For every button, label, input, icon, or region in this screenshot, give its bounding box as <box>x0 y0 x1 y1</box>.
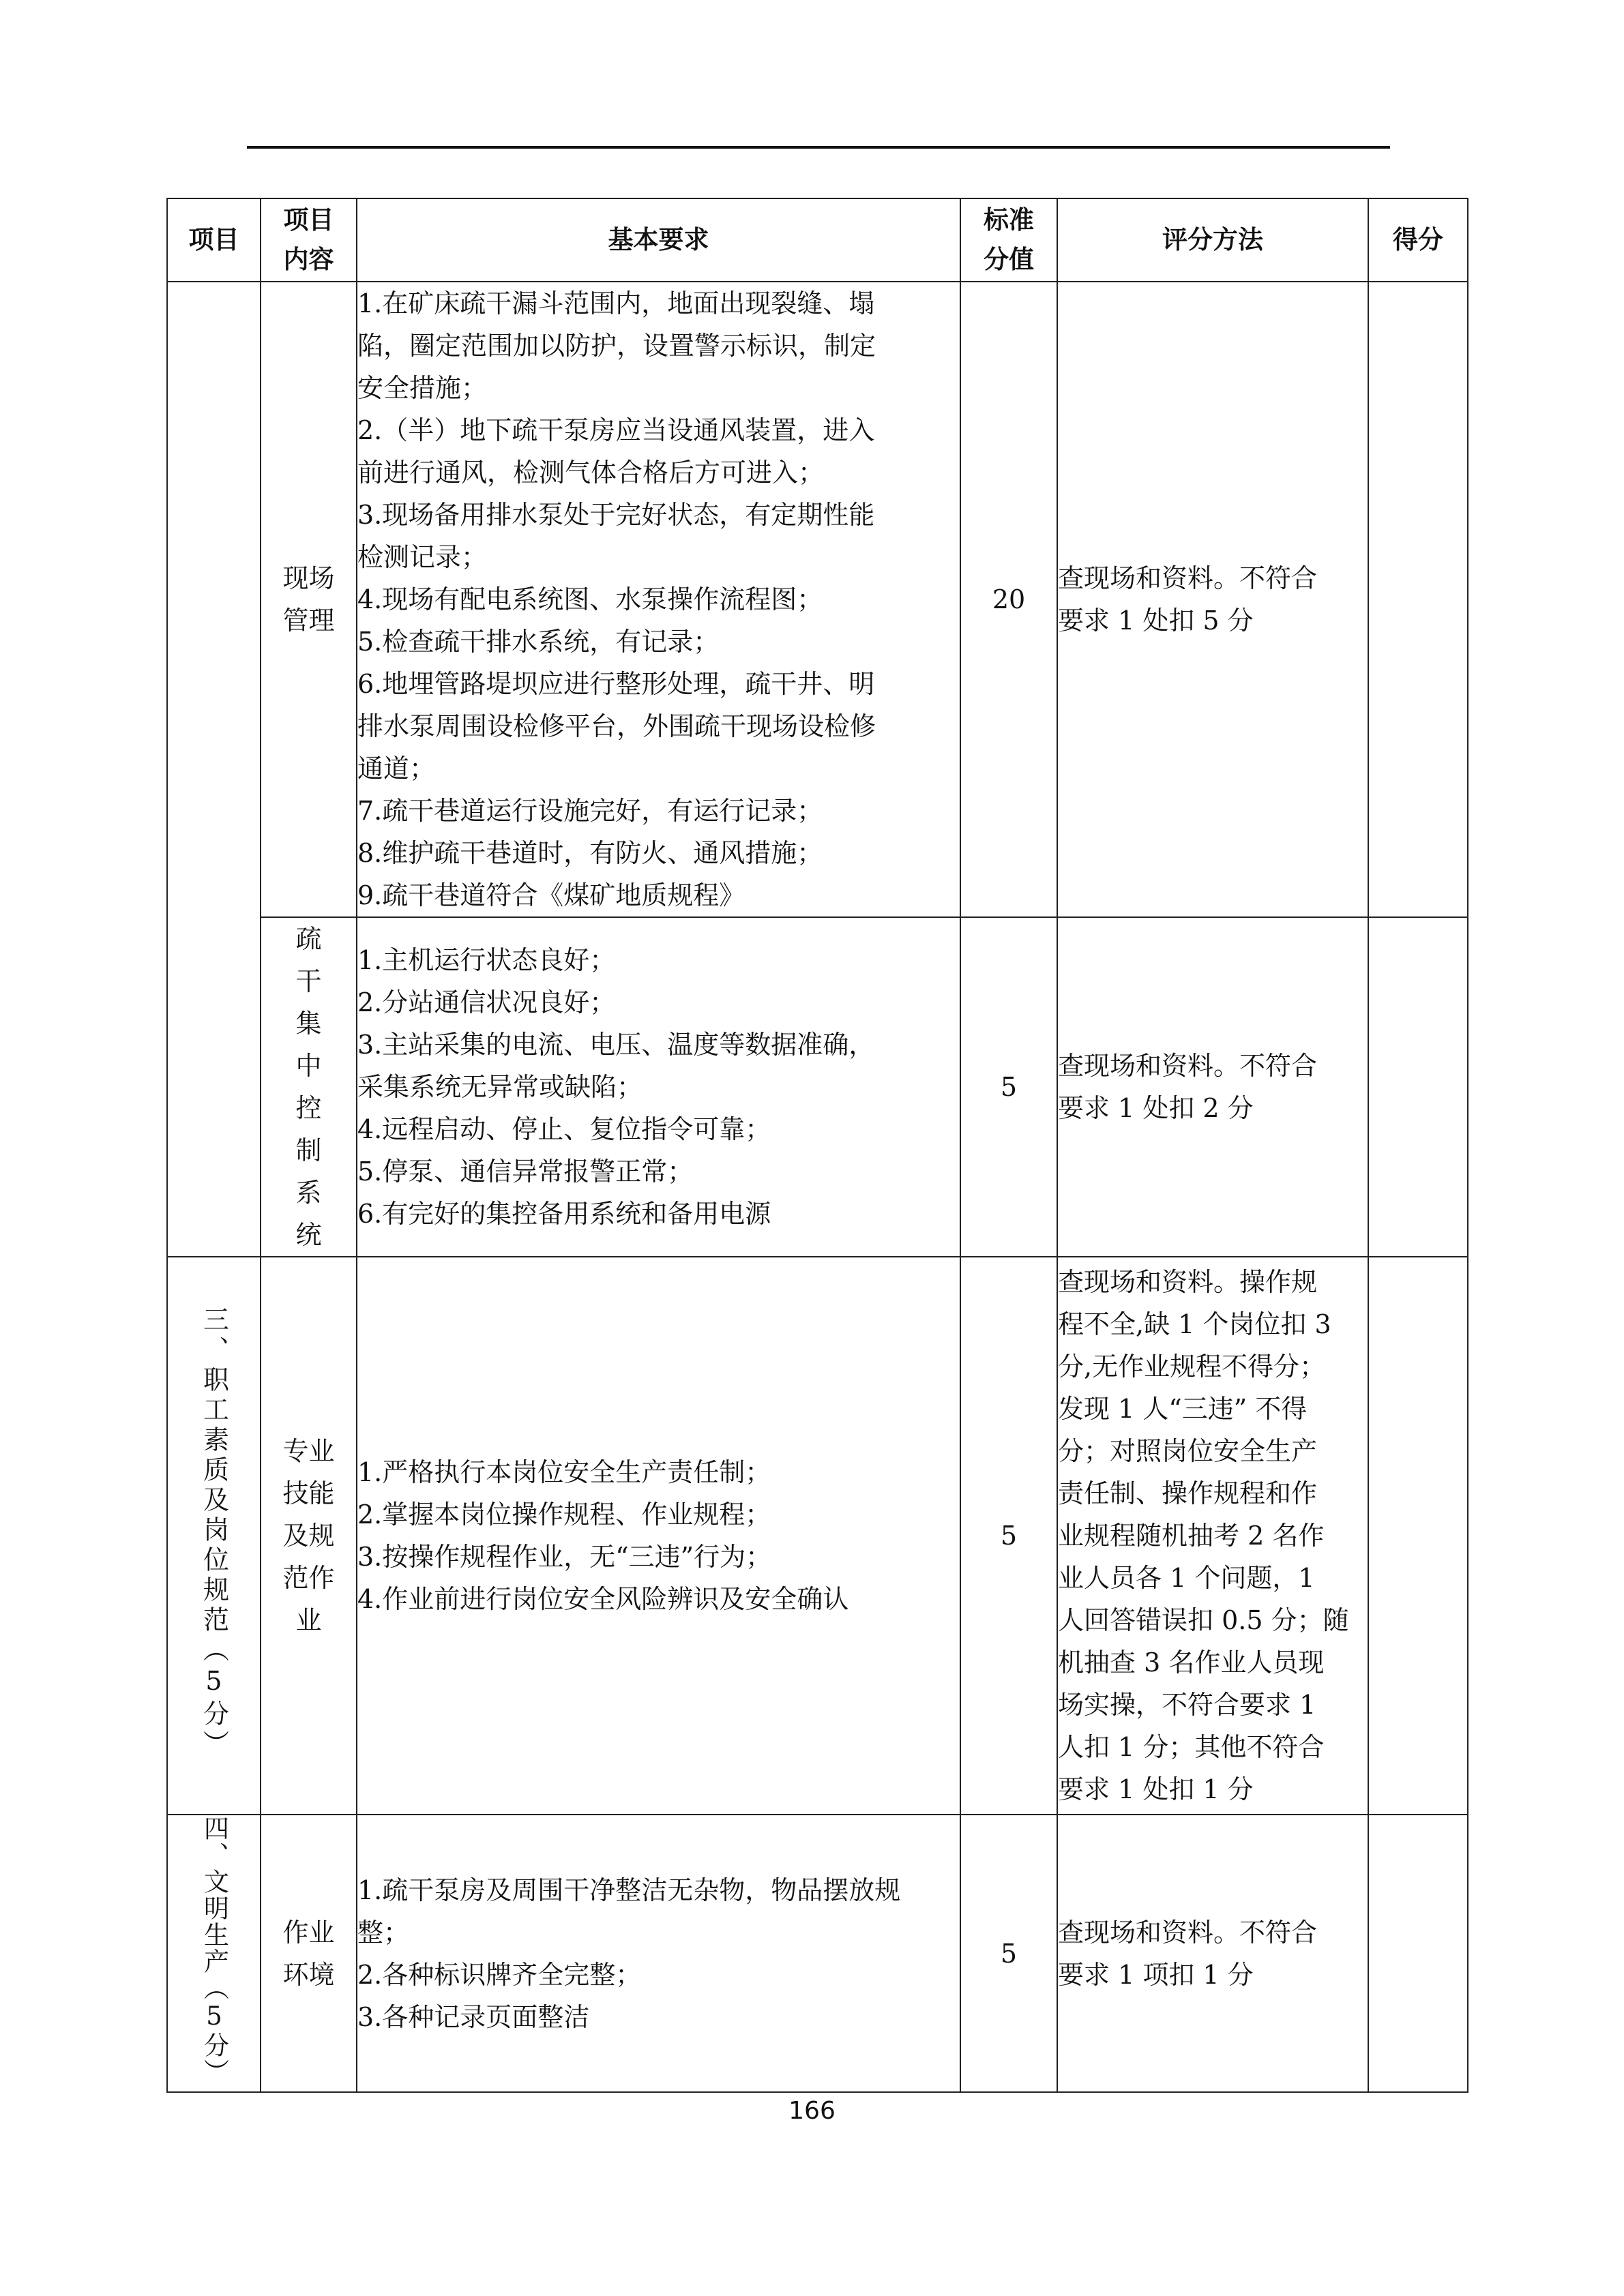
table-row <box>167 1815 1468 2092</box>
requirements-cell: 1.在矿床疏干漏斗范围内，地面出现裂缝、塌 陷，圈定范围加以防护，设置警示标识，制定 安全措施； 2.（半）地下疏干泵房应当设通风装置，进入 前进行通风，检测气体合格后方可进入； 3.现场备用排水泵处于完好状态，有定期性能 检测记录； 4.现场有配电系统图、水泵操作流程图； 5.检查疏干排水系统，有记录； 6.地埋管路堤坝应进行整形处理，疏干井、明 排水泵周围设检修平台，外围疏干现场设检修 通道； 7.疏干巷道运行设施完好，有运行记录； 8.维护疏干巷道时，有防火、通风措施； 9.疏干巷道符合《煤矿地质规程》 <box>357 282 960 917</box>
table-row <box>167 917 1468 1257</box>
header-requirements: 基本要求 <box>357 198 960 282</box>
item-cell-continued <box>167 282 261 1257</box>
requirements-cell: 1.疏干泵房及周围干净整洁无杂物，物品摆放规 整； 2.各种标识牌齐全完整； 3.各种记录页面整洁 <box>357 1815 960 2092</box>
score-cell[interactable] <box>1368 917 1468 1257</box>
requirements-cell: 1.严格执行本岗位安全生产责任制； 2.掌握本岗位操作规程、作业规程； 3.按操作规程作业，无“三违”行为； 4.作业前进行岗位安全风险辨识及安全确认 <box>357 1257 960 1815</box>
content-cell: 作业环境 <box>261 1815 357 2092</box>
standard-score-cell: 5 <box>960 917 1057 1257</box>
method-cell: 查现场和资料。不符合 要求 1 项扣 1 分 <box>1057 1815 1368 2092</box>
content-cell: 疏干集中控制系统 <box>261 917 357 1257</box>
method-cell: 查现场和资料。不符合 要求 1 处扣 2 分 <box>1057 917 1368 1257</box>
score-cell[interactable] <box>1368 1257 1468 1815</box>
content-cell: 专业技能及规范作业 <box>261 1257 357 1815</box>
content-cell: 现场管理 <box>261 282 357 917</box>
header-method: 评分方法 <box>1057 198 1368 282</box>
table-row <box>167 282 1468 917</box>
method-cell: 查现场和资料。不符合 要求 1 处扣 5 分 <box>1057 282 1368 917</box>
item-cell: 三、职工素质及岗位规范（5分） <box>167 1257 261 1815</box>
requirements-cell: 1.主机运行状态良好； 2.分站通信状况良好； 3.主站采集的电流、电压、温度等数据准确， 采集系统无异常或缺陷； 4.远程启动、停止、复位指令可靠； 5.停泵、通信异常报警正常； 6.有完好的集控备用系统和备用电源 <box>357 917 960 1257</box>
page-number: 166 <box>788 2097 836 2125</box>
score-cell[interactable] <box>1368 282 1468 917</box>
method-cell: 查现场和资料。操作规 程不全,缺 1 个岗位扣 3 分,无作业规程不得分； 发现 1 人“三违” 不得 分；对照岗位安全生产 责任制、操作规程和作 业规程随机抽考 2 名作 业人员各 1 个问题，1 人回答错误扣 0.5 分；随 机抽查 3 名作业人员现 场实操，不符合要求 1 人扣 1 分；其他不符合 要求 1 处扣 1 分 <box>1057 1257 1368 1815</box>
standard-score-cell: 5 <box>960 1815 1057 2092</box>
header-item: 项目 <box>167 198 261 282</box>
header-content: 项目内容 <box>261 198 357 282</box>
header-rule <box>247 146 1390 149</box>
header-standard-score: 标准分值 <box>960 198 1057 282</box>
table-header-row <box>167 198 1468 282</box>
header-score: 得分 <box>1368 198 1468 282</box>
item-cell: 四、文明生产（5分） <box>167 1815 261 2092</box>
standard-score-cell: 5 <box>960 1257 1057 1815</box>
standard-score-cell: 20 <box>960 282 1057 917</box>
score-cell[interactable] <box>1368 1815 1468 2092</box>
table-row <box>167 1257 1468 1815</box>
scoring-table <box>166 198 1468 2093</box>
